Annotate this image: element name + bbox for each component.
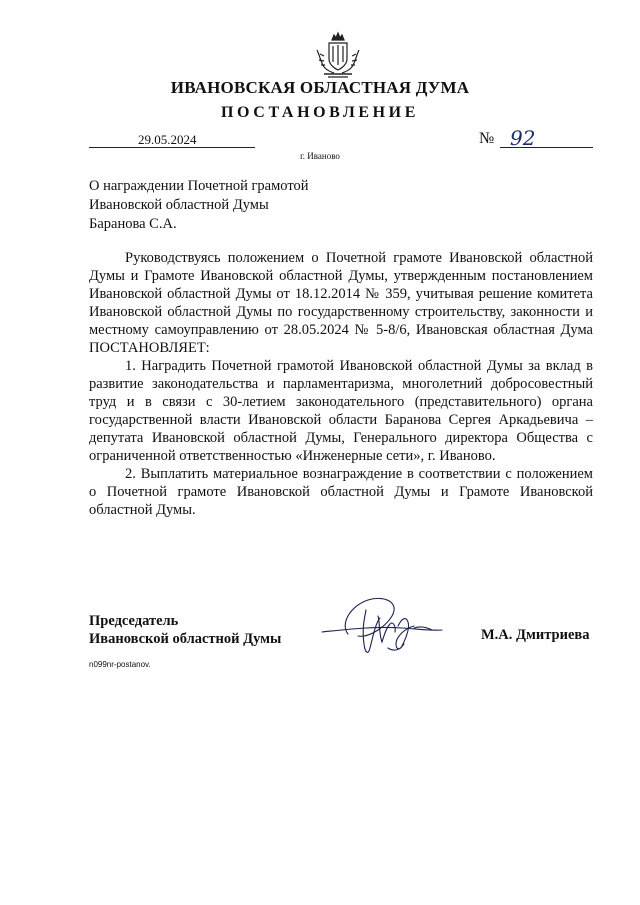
body-paragraph: 1. Наградить Почетной грамотой Ивановской областной Думы за вклад в развитие законодательства и парламентаризма, многолетний добросовестный труд и в связи с 30-летием законодательного (представительного) органа государственной власти Ивановской области Баранова Сергея Аркадьевича – депутата Ивановской областной Думы, Генерального директора Общества с ограниченной ответственностью «Инженерные сети», г. Иваново. [89,358,593,464]
signatory-title-line: Ивановской областной Думы [89,631,282,647]
file-reference: n099nr-postanov. [89,660,151,669]
document-date: 29.05.2024 [138,132,197,147]
signer-name: М.А. Дмитриева [481,627,590,643]
coat-of-arms-icon [312,30,364,82]
subject-line: О награждении Почетной грамотой [89,178,309,194]
body-paragraph: 2. Выплатить материальное вознаграждение в соответствии с положением о Почетной грамоте Ивановской областной Думы и Грамоте Ивановской областной Думы. [89,466,593,518]
city: г. Иваново [300,151,340,161]
document-body [89,249,593,519]
document-subject [89,177,309,234]
document-type: ПОСТАНОВЛЕНИЕ [221,104,419,121]
subject-line: Баранова С.А. [89,216,177,232]
number-label: № [479,130,495,147]
org-name: ИВАНОВСКАЯ ОБЛАСТНАЯ ДУМА [170,78,470,97]
signatory-title [89,612,281,648]
signatory-title-line: Председатель [89,613,179,629]
handwritten-signature-icon [318,586,458,666]
body-paragraph: Руководствуясь положением о Почетной грамоте Ивановской областной Думы и Грамоте Ивановской областной Думы, утвержденным постановлением Ивановской областной Думы от 18.12.2014 № 359, учитывая решение комитета Ивановской областной Думы по государственному строительству, законности и местному самоуправлению от 28.05.2024 № 5-8/6, Ивановская областная Дума ПОСТАНОВЛЯЕТ: [89,250,593,356]
subject-line: Ивановской областной Думы [89,197,269,213]
document-number: 92 [510,126,536,150]
number-underline [500,147,593,148]
